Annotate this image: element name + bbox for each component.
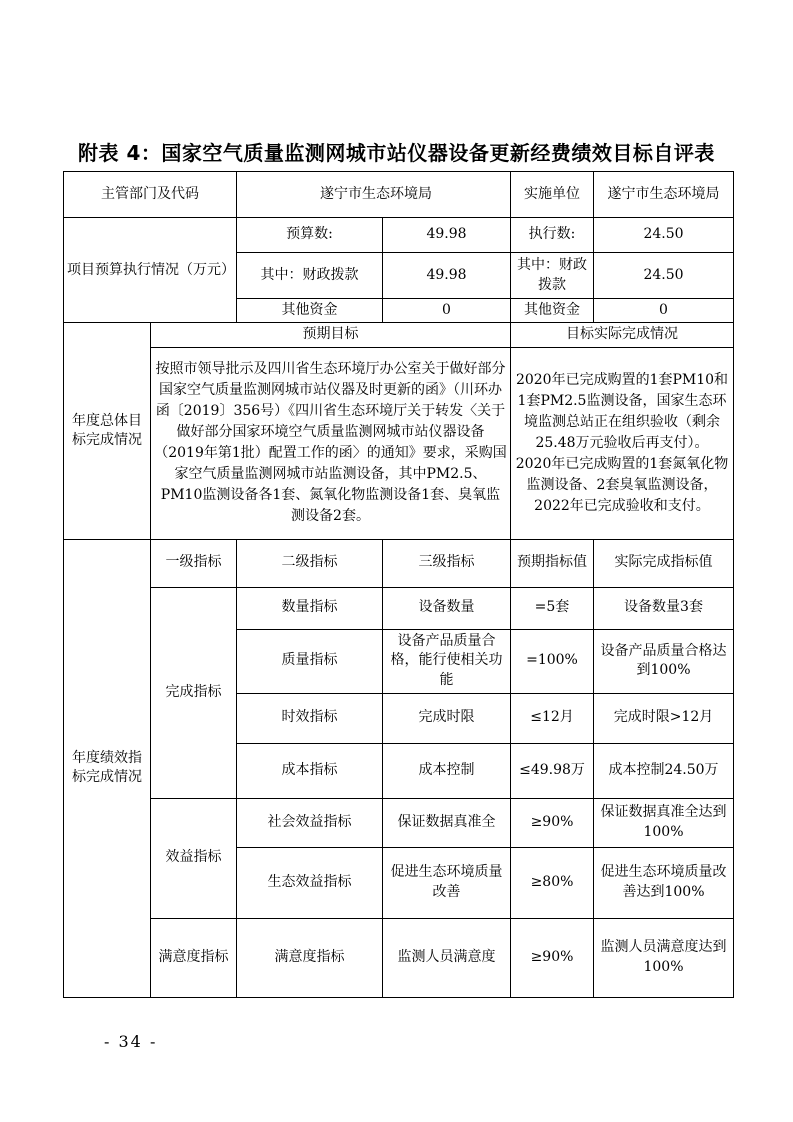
level3-cell: 保证数据真准全: [383, 798, 511, 847]
budget-amount-value: 49.98: [383, 218, 511, 253]
group-completion: 完成指标: [151, 587, 237, 798]
level3-cell: 监测人员满意度: [383, 918, 511, 997]
header-actual: 实际完成指标值: [594, 539, 734, 587]
perf-header-row: [64, 539, 734, 587]
expected-cell: =100%: [511, 629, 594, 693]
other-budget-value: 0: [383, 299, 511, 323]
level3-cell: 促进生态环境质量改善: [383, 847, 511, 918]
budget-amount-label: 预算数:: [237, 218, 383, 253]
annual-header-row: [64, 323, 734, 347]
table-row: [64, 798, 734, 847]
expected-goal-header: 预期目标: [151, 323, 511, 347]
group-benefit: 效益指标: [151, 798, 237, 918]
level2-cell: 生态效益指标: [237, 847, 383, 918]
fiscal-budget-value: 49.98: [383, 253, 511, 299]
level3-cell: 完成时限: [383, 693, 511, 743]
group-satisfaction: 满意度指标: [151, 918, 237, 997]
dept-label: 主管部门及代码: [64, 172, 237, 218]
table-row: [64, 918, 734, 997]
perf-label: 年度绩效指标完成情况: [64, 539, 151, 997]
budget-label: 项目预算执行情况（万元）: [64, 218, 237, 323]
actual-result-paragraph-1: 2020年已完成购置的1套PM10和1套PM2.5监测设备，国家生态环境监测总站正在组织验收（剩余25.48万元验收后再支付）。: [515, 371, 729, 451]
expected-cell: ≥90%: [511, 798, 594, 847]
actual-result-header: 目标实际完成情况: [511, 323, 734, 347]
actual-cell: 成本控制24.50万: [594, 743, 734, 798]
actual-cell: 设备产品质量合格达到100%: [594, 629, 734, 693]
annual-content-row: [64, 347, 734, 539]
impl-label: 实施单位: [511, 172, 594, 218]
header-level1: 一级指标: [151, 539, 237, 587]
level2-cell: 成本指标: [237, 743, 383, 798]
table-row: [64, 587, 734, 629]
level3-cell: 设备产品质量合格，能行使相关功能: [383, 629, 511, 693]
evaluation-table: [63, 171, 734, 998]
level2-cell: 质量指标: [237, 629, 383, 693]
fiscal-label: 其中：财政拨款: [237, 253, 383, 299]
level2-cell: 时效指标: [237, 693, 383, 743]
level2-cell: 满意度指标: [237, 918, 383, 997]
actual-result-text: [511, 347, 734, 539]
exec-amount-label: 执行数:: [511, 218, 594, 253]
level3-cell: 设备数量: [383, 587, 511, 629]
actual-result-paragraph-2: 2020年已完成购置的1套氮氧化物监测设备、2套臭氧监测设备，2022年已完成验收和支付。: [515, 455, 729, 514]
expected-cell: ≤49.98万: [511, 743, 594, 798]
level3-cell: 成本控制: [383, 743, 511, 798]
impl-value: 遂宁市生态环境局: [594, 172, 734, 218]
header-row: [64, 172, 734, 218]
header-expected: 预期指标值: [511, 539, 594, 587]
page-number: - 34 -: [104, 1032, 158, 1051]
actual-cell: 保证数据真准全达到100%: [594, 798, 734, 847]
actual-cell: 完成时限>12月: [594, 693, 734, 743]
actual-cell: 监测人员满意度达到100%: [594, 918, 734, 997]
fiscal-exec-value: 24.50: [594, 253, 734, 299]
level2-cell: 社会效益指标: [237, 798, 383, 847]
other-exec-label: 其他资金: [511, 299, 594, 323]
level2-cell: 数量指标: [237, 587, 383, 629]
expected-cell: ≥90%: [511, 918, 594, 997]
header-level2: 二级指标: [237, 539, 383, 587]
annual-label: 年度总体目标完成情况: [64, 323, 151, 539]
fiscal-exec-label: 其中：财政拨款: [511, 253, 594, 299]
expected-cell: ≤12月: [511, 693, 594, 743]
expected-cell: ≥80%: [511, 847, 594, 918]
actual-cell: 设备数量3套: [594, 587, 734, 629]
page-title: 附表 4：国家空气质量监测网城市站仪器设备更新经费绩效目标自评表: [78, 141, 715, 165]
budget-row: [64, 218, 734, 253]
actual-cell: 促进生态环境质量改善达到100%: [594, 847, 734, 918]
header-level3: 三级指标: [383, 539, 511, 587]
expected-goal-text: 按照市领导批示及四川省生态环境厅办公室关于做好部分国家空气质量监测网城市站仪器及时更新的函》（川环办函〔2019〕356号）《四川省生态环境厅关于转发〈关于做好部分国家环境空气质量监测网城市站仪器设备（2019年第1批）配置工作的函〉的通知》要求，采购国家空气质量监测网城市站监测设备，其中PM2.5、PM10监测设备各1套、氮氧化物监测设备1套、臭氧监测设备2套。: [151, 347, 511, 539]
expected-cell: =5套: [511, 587, 594, 629]
exec-amount-value: 24.50: [594, 218, 734, 253]
other-exec-value: 0: [594, 299, 734, 323]
dept-value: 遂宁市生态环境局: [237, 172, 511, 218]
other-funds-label: 其他资金: [237, 299, 383, 323]
